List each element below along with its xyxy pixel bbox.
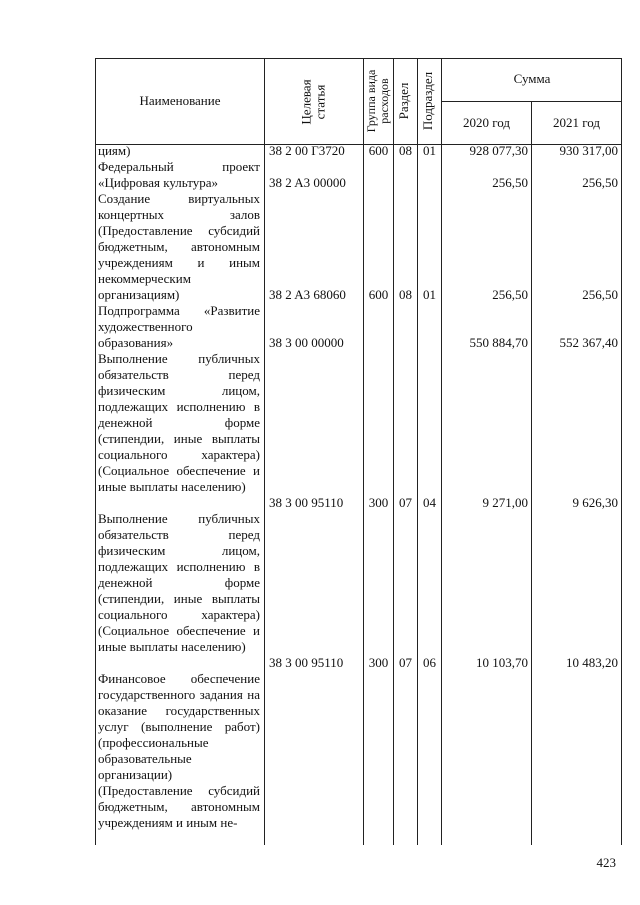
row-4-2021: 552 367,40	[559, 335, 618, 350]
header-section	[397, 71, 413, 131]
row-1-name: циям)	[98, 143, 131, 158]
row-4-code: 38 3 00 00000	[269, 335, 344, 350]
row-3-group: 600	[368, 287, 389, 302]
row-4-2020: 550 884,70	[469, 335, 528, 350]
row-1-2020: 928 077,30	[469, 143, 528, 158]
header-subsection-text: Подраздел	[420, 71, 435, 131]
row-3-name: Создание виртуальных концертных залов (Предоставление субсидий бюджетным, автономным учреждениям и иным некоммерческим организациям)	[98, 191, 260, 302]
col-divider-group	[393, 58, 394, 845]
row-3-section: 08	[399, 287, 412, 302]
row-2-2021: 256,50	[582, 175, 618, 190]
row-3-code: 38 2 A3 68060	[269, 287, 346, 302]
header-subsection	[421, 66, 437, 136]
row-1-2021: 930 317,00	[559, 143, 618, 158]
row-6-sub: 06	[423, 655, 436, 670]
row-3-sub: 01	[423, 287, 436, 302]
row-5-name: Выполнение публичных обязательств перед физическим лицом, подлежащих исполнению в денежной форме (стипендии, иные выплаты социального характера) (Социальное обеспечение и иные выплаты населению)	[98, 351, 260, 494]
row-5-2021: 9 626,30	[572, 495, 618, 510]
header-section-text: Раздел	[396, 82, 411, 120]
col-divider-name	[264, 58, 265, 845]
row-5-sub: 04	[423, 495, 436, 510]
row-6-code: 38 3 00 95110	[269, 655, 344, 670]
table-right-border	[621, 58, 622, 845]
header-sum: Сумма	[513, 71, 551, 86]
header-group-text: Группа вида расходов	[364, 69, 391, 133]
row-1-group: 600	[368, 143, 389, 158]
row-1-section: 08	[399, 143, 412, 158]
col-divider-target	[363, 58, 364, 845]
row-6-2020: 10 103,70	[476, 655, 528, 670]
row-6-name: Выполнение публичных обязательств перед физическим лицом, подлежащих исполнению в денежной форме (стипендии, иные выплаты социального характера) (Социальное обеспечение и иные выплаты населению)	[98, 511, 260, 654]
row-4-name: Подпрограмма «Развитие художественного образования»	[98, 303, 260, 350]
row-7-name: Финансовое обеспечение государственного задания на оказание государственных услуг (выполнение работ) (профессиональные образовательные организации) (Предоставление субсидий бюджетным, автономным учреждениям и иным не-	[98, 671, 260, 830]
table-top-border	[95, 58, 622, 59]
row-1-sub: 01	[423, 143, 436, 158]
row-5-section: 07	[399, 495, 412, 510]
row-2-2020: 256,50	[492, 175, 528, 190]
row-3-2020: 256,50	[492, 287, 528, 302]
row-5-group: 300	[368, 495, 389, 510]
header-year-2020: 2020 год	[463, 115, 510, 130]
row-5-2020: 9 271,00	[482, 495, 528, 510]
table-left-border	[95, 58, 96, 845]
header-name: Наименование	[139, 93, 221, 108]
page-number: 423	[596, 855, 616, 870]
header-group	[363, 66, 393, 136]
row-5-code: 38 3 00 95110	[269, 495, 344, 510]
row-6-group: 300	[368, 655, 389, 670]
col-divider-years	[531, 101, 532, 845]
header-target	[296, 53, 332, 152]
col-divider-section	[417, 58, 418, 845]
header-target-text: Целевая статья	[298, 79, 328, 125]
row-1-code: 38 2 00 Г3720	[269, 143, 345, 158]
row-2-name: Федеральный проект «Цифровая культура»	[98, 159, 260, 190]
row-2-code: 38 2 A3 00000	[269, 175, 346, 190]
row-3-2021: 256,50	[582, 287, 618, 302]
row-6-section: 07	[399, 655, 412, 670]
row-6-2021: 10 483,20	[566, 655, 618, 670]
header-year-2021: 2021 год	[553, 115, 600, 130]
